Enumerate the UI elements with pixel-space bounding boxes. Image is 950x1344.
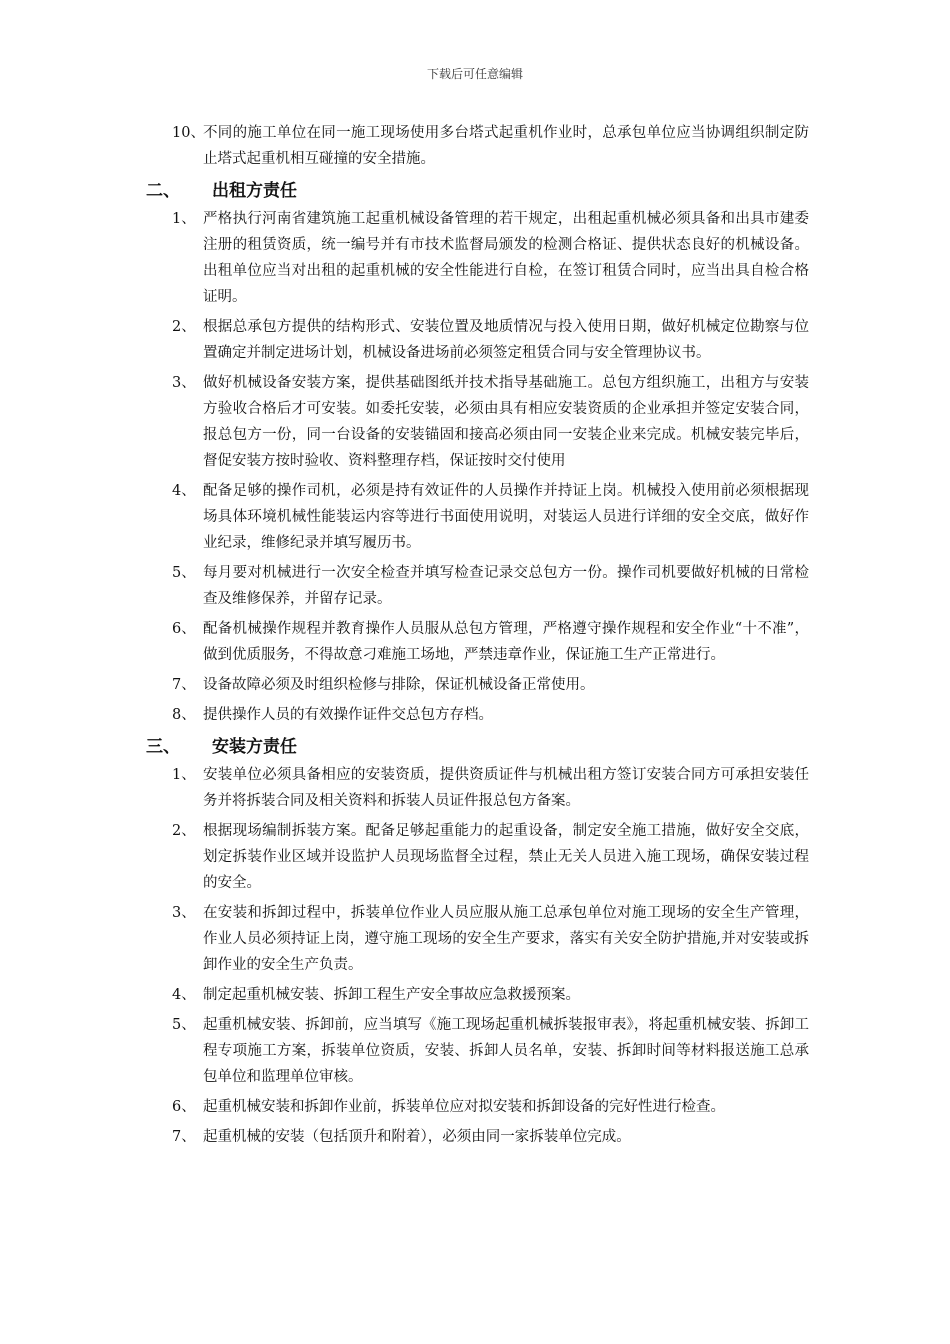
item-number: 6、 — [172, 1099, 196, 1115]
item-number: 2、 — [172, 319, 196, 335]
list-item — [0, 120, 950, 172]
list-item — [0, 560, 950, 612]
item-text: 在安装和拆卸过程中，拆装单位作业人员应服从施工总承包单位对施工现场的安全生产管理，作业人员必须持证上岗，遵守施工现场的安全生产要求，落实有关安全防护措施,并对安装或拆卸作业的安全生产负责。 — [203, 905, 809, 973]
section-heading-installer — [0, 732, 950, 762]
section-number: 三、 — [146, 737, 180, 757]
list-item — [0, 672, 950, 698]
item-text: 提供操作人员的有效操作证件交总包方存档。 — [203, 707, 493, 723]
list-item — [0, 314, 950, 366]
item-number: 4、 — [172, 987, 196, 1003]
item-text: 起重机械的安装（包括顶升和附着），必须由同一家拆装单位完成。 — [203, 1129, 631, 1145]
item-text: 设备故障必须及时组织检修与排除，保证机械设备正常使用。 — [203, 677, 595, 693]
list-item — [0, 370, 950, 474]
item-number: 2、 — [172, 823, 196, 839]
list-item — [0, 1012, 950, 1090]
list-item — [0, 982, 950, 1008]
item-text: 严格执行河南省建筑施工起重机械设备管理的若干规定，出租起重机械必须具备和出具市建委注册的租赁资质，统一编号并有市技术监督局颁发的检测合格证、提供状态良好的机械设备。出租单位应当对出租的起重机械的安全性能进行自检，在签订租赁合同时，应当出具自检合格证明。 — [203, 211, 809, 305]
item-text: 制定起重机械安装、拆卸工程生产安全事故应急救援预案。 — [203, 987, 580, 1003]
item-number: 1、 — [172, 211, 196, 227]
list-item — [0, 762, 950, 814]
item-number: 3、 — [172, 375, 196, 391]
item-text: 安装单位必须具备相应的安装资质，提供资质证件与机械出租方签订安装合同方可承担安装任务并将拆装合同及相关资料和拆装人员证件报总包方备案。 — [203, 767, 809, 809]
item-number: 6、 — [172, 621, 196, 637]
list-item — [0, 1094, 950, 1120]
item-number: 5、 — [172, 1017, 196, 1033]
list-item — [0, 478, 950, 556]
list-item — [0, 900, 950, 978]
item-number: 1、 — [172, 767, 196, 783]
list-item — [0, 702, 950, 728]
list-item — [0, 1124, 950, 1150]
item-text: 配备机械操作规程并教育操作人员服从总包方管理，严格遵守操作规程和安全作业“十不准”，做到优质服务，不得故意刁难施工场地，严禁违章作业，保证施工生产正常进行。 — [203, 621, 809, 663]
item-number: 10、 — [172, 125, 205, 141]
item-text: 每月要对机械进行一次安全检查并填写检查记录交总包方一份。操作司机要做好机械的日常检查及维修保养，并留存记录。 — [203, 565, 809, 607]
list-item — [0, 616, 950, 668]
item-text: 根据总承包方提供的结构形式、安装位置及地质情况与投入使用日期，做好机械定位勘察与位置确定并制定进场计划，机械设备进场前必须签定租赁合同与安全管理协议书。 — [203, 319, 809, 361]
list-item — [0, 206, 950, 310]
document-body — [0, 120, 950, 1154]
section-title: 出租方责任 — [212, 181, 297, 201]
section-title: 安装方责任 — [212, 737, 297, 757]
item-text: 配备足够的操作司机，必须是持有效证件的人员操作并持证上岗。机械投入使用前必须根据现场具体环境机械性能装运内容等进行书面使用说明，对装运人员进行详细的安全交底，做好作业纪录，维修纪录并填写履历书。 — [203, 483, 809, 551]
item-number: 7、 — [172, 677, 196, 693]
item-number: 4、 — [172, 483, 196, 499]
item-number: 7、 — [172, 1129, 196, 1145]
header-note: 下载后可任意编辑 — [426, 67, 523, 81]
item-number: 3、 — [172, 905, 196, 921]
item-text: 起重机械安装、拆卸前，应当填写《施工现场起重机械拆装报审表》，将起重机械安装、拆卸工程专项施工方案，拆装单位资质，安装、拆卸人员名单，安装、拆卸时间等材料报送施工总承包单位和监理单位审核。 — [203, 1017, 809, 1085]
section-number: 二、 — [146, 181, 180, 201]
item-text: 做好机械设备安装方案，提供基础图纸并技术指导基础施工。总包方组织施工，出租方与安装方验收合格后才可安装。如委托安装，必须由具有相应安装资质的企业承担并签定安装合同，报总包方一份，同一台设备的安装锚固和接高必须由同一安装企业来完成。机械安装完毕后，督促安装方按时验收、资料整理存档，保证按时交付使用 — [203, 375, 809, 469]
section-heading-lessor — [0, 176, 950, 206]
item-text: 不同的施工单位在同一施工现场使用多台塔式起重机作业时，总承包单位应当协调组织制定防止塔式起重机相互碰撞的安全措施。 — [203, 125, 809, 167]
item-text: 根据现场编制拆装方案。配备足够起重能力的起重设备，制定安全施工措施，做好安全交底，划定拆装作业区域并设监护人员现场监督全过程，禁止无关人员进入施工现场，确保安装过程的安全。 — [203, 823, 809, 891]
item-number: 8、 — [172, 707, 196, 723]
item-number: 5、 — [172, 565, 196, 581]
item-text: 起重机械安装和拆卸作业前，拆装单位应对拟安装和拆卸设备的完好性进行检查。 — [203, 1099, 725, 1115]
list-item — [0, 818, 950, 896]
